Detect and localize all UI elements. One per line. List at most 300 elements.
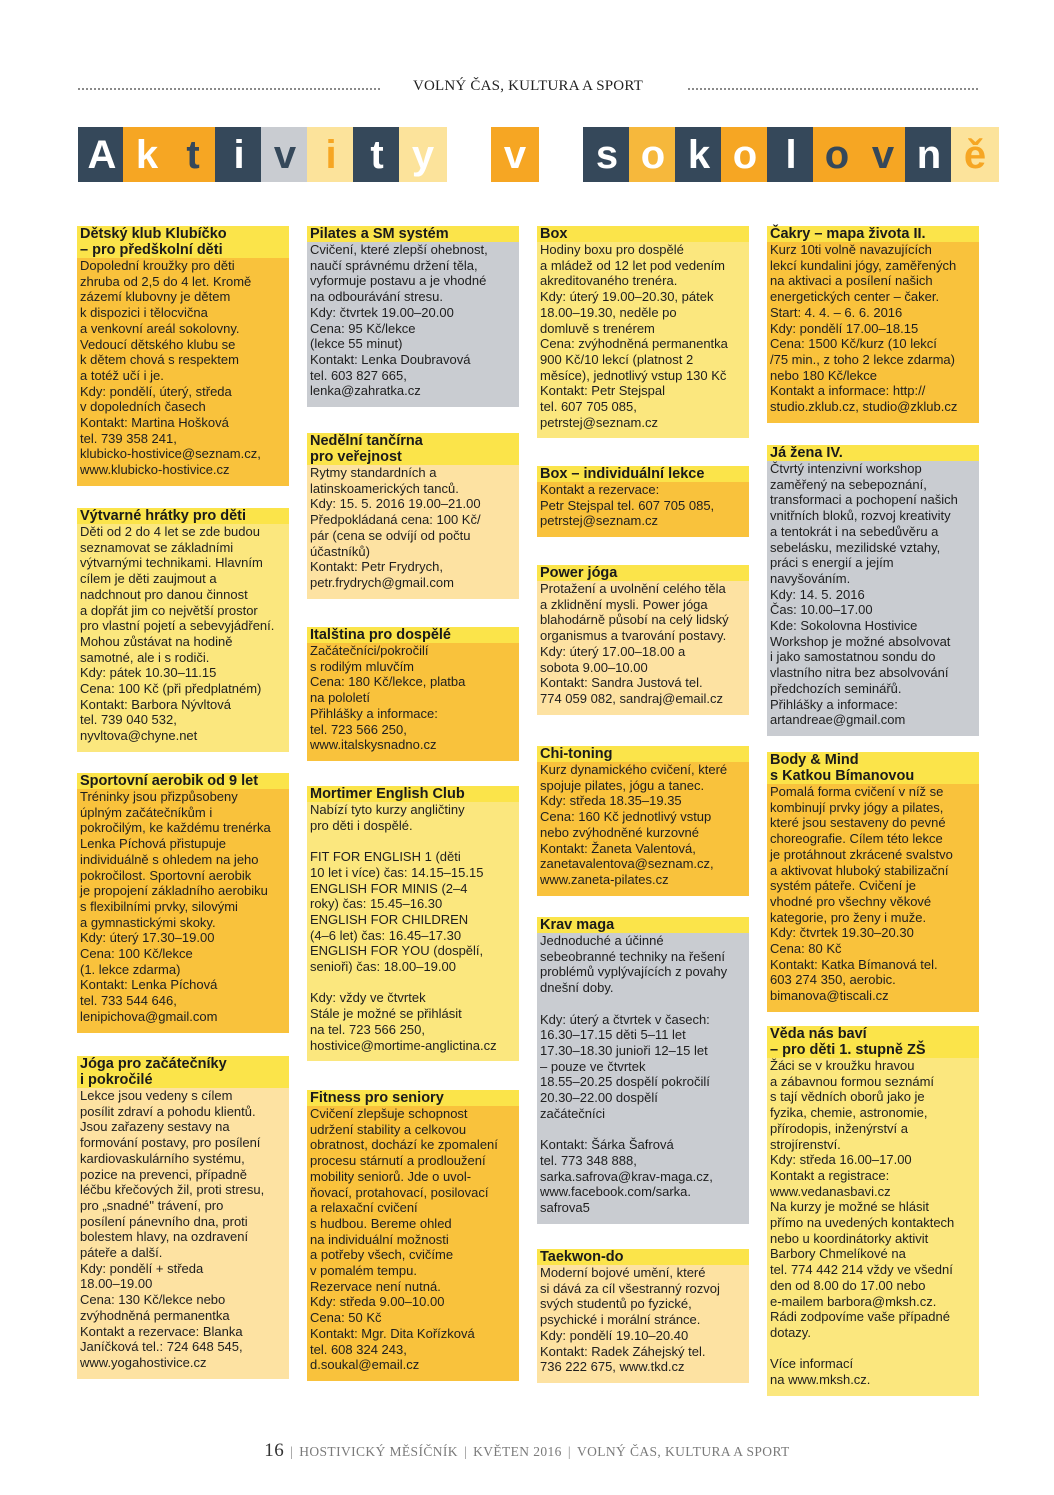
activity-text-line: výtvarnými technikami. Hlavním [80,555,263,571]
activity-text-line: Kdy: pátek 10.30–11.15 [80,665,217,681]
title-letter-tile: ě [951,127,999,182]
activity-text-line: Kontakt: Lenka Píchová [80,977,218,993]
activity-text-line: Kontakt a rezervace: [540,482,660,497]
activity-card [537,226,749,438]
activity-text-line: Moderní bojové umění, které [540,1265,706,1280]
activity-text-line: petrstej@seznam.cz [540,513,658,529]
activity-text-line: Kdy: čtvrtek 19.30–20.30 [770,925,914,941]
activity-text-line: petrstej@seznam.cz [540,414,658,430]
activity-text-line: účastníků) [310,543,370,559]
activity-text-line: si dává za cíl všestranný rozvoj [540,1280,720,1296]
activity-text-line: tel. 773 348 888, [540,1152,637,1168]
activity-text-line: Pomalá forma cvičení v níž se [770,784,944,799]
activity-text-line: dotazy. [770,1324,811,1340]
activity-text-line: choreografie. Cílem této lekce [770,831,943,847]
activity-text-line: Cena: 1500 Kč/kurz (10 lekcí [770,336,937,352]
activity-text-line: Kontakt: Sandra Justová tel. [540,675,703,691]
activity-text-line: Kontakt a rezervace: Blanka [80,1323,243,1339]
activity-text-line: Lenka Píchová přistupuje [80,836,226,852]
activity-body [77,258,289,486]
title-letter-tile: v [491,127,539,182]
title-letter-tile: l [767,127,815,182]
activity-text-line: a totéž učí i je. [80,367,164,383]
activity-body [307,465,519,599]
activity-title: Výtvarné hrátky pro děti [77,508,289,524]
activity-body [307,643,519,761]
activity-title: Sportovní aerobik od 9 let [77,773,289,789]
activity-text-line: posílení pánevního dna, proti [80,1213,248,1229]
activity-text-line: klubicko-hostivice@seznam.cz, [80,446,261,462]
activity-body [537,762,749,896]
activity-title: Věda nás baví [767,1026,979,1042]
activity-text-line: obratnost, dochází ke zpomalení [310,1137,498,1153]
activity-card [77,508,289,752]
footer-section: VOLNÝ ČAS, KULTURA A SPORT [576,1444,790,1459]
activity-card [537,1249,749,1383]
footer-separator: | [290,1444,294,1459]
activity-text-line: a dopřát jim co největší prostor [80,602,258,618]
activity-title: Jóga pro začátečníky [77,1056,289,1072]
activity-text-line: Kdy: vždy ve čtvrtek [310,990,426,1006]
activity-text-line: 10 let i více) čas: 14.15–15.15 [310,864,484,880]
activity-text-line: Kdy: pondělí, úterý, středa [80,383,232,399]
activity-text-line: pokročilým, ke každému trenérka [80,820,271,836]
activity-text-line: a zábavnou formou seznámí [770,1073,935,1089]
activity-text-line: – pouze ve čtvrtek [540,1058,646,1074]
activity-text-line: samotné, ale i s rodiči. [80,649,210,665]
activity-text-line: Kontakt a registrace: [770,1167,890,1183]
blank-line [310,975,516,991]
activity-body [537,482,749,537]
activity-title: s Katkou Bímanovou [767,768,979,784]
activity-text-line: Více informací [770,1356,854,1372]
activity-body [537,1265,749,1383]
activity-text-line: strojírenství. [770,1136,841,1152]
activity-text-line: Kontakt: Petr Frydrych, [310,559,443,575]
activity-text-line: domluvě s trenérem [540,320,655,336]
activity-text-line: www.zaneta-pilates.cz [540,871,669,887]
section-header [78,78,978,100]
activity-text-line: kardiovaskulárního systému, [80,1150,245,1166]
activity-body [307,802,519,1061]
activity-text-line: den od 8.00 do 17.00 nebo [770,1277,926,1293]
activity-text-line: Rytmy standardních a [310,465,437,480]
activity-text-line: zázemí klubovny je dětem [80,289,231,305]
section-label: VOLNÝ ČAS, KULTURA A SPORT [412,78,644,94]
activity-text-line: (1. lekce zdarma) [80,961,181,977]
activity-text-line: s hudbou. Bereme ohled [310,1215,452,1231]
activity-text-line: Cena: zvýhodněná permanentka [540,336,728,352]
activity-text-line: je propojení základního aerobiku [80,883,268,899]
activity-text-line: Kontakt: Šárka Šafrová [540,1137,674,1153]
activity-text-line: Dopolední kroužky pro děti [80,258,235,273]
activity-text-line: Kdy: středa 16.00–17.00 [770,1152,912,1168]
activity-text-line: Kdy: pondělí + středa [80,1260,204,1276]
activity-card [307,786,519,1061]
header-rule-right [688,88,978,90]
activity-text-line: 736 222 675, www.tkd.cz [540,1359,685,1375]
activity-text-line: v pomalém tempu. [310,1263,417,1279]
footer-separator: | [463,1444,468,1459]
activity-text-line: pozice na prevenci, případně [80,1166,247,1182]
activity-text-line: Žáci se v kroužku hravou [770,1058,915,1073]
activity-text-line: 774 059 082, sandraj@email.cz [540,690,724,706]
title-letter-tile: i [215,127,263,182]
activity-text-line: fyzika, chemie, astronomie, [770,1105,928,1121]
blank-line [770,1341,976,1357]
activity-card [537,746,749,896]
title-letter-tile: o [629,127,677,182]
activity-text-line: tel. 608 324 243, [310,1341,407,1357]
activity-text-line: procesu stárnutí a prodloužení [310,1153,486,1169]
activity-text-line: Tréninky jsou přizpůsobeny [80,789,238,804]
publication-name: HOSTIVICKÝ MĚSÍČNÍK [299,1444,458,1459]
title-letter-tile: A [78,127,126,182]
activity-text-line: Na kurzy je možné se hlásit [770,1199,929,1215]
activity-text-line: sarka.safrova@krav-maga.cz, [540,1168,713,1184]
activity-text-line: seznamovat se základními [80,539,234,555]
activity-text-line: lenipichova@gmail.com [80,1008,218,1024]
activity-card [767,445,979,736]
activity-text-line: Začátečníci/pokročilí [310,643,429,658]
activity-text-line: Čas: 10.00–17.00 [770,602,873,618]
activity-title: Fitness pro seniory [307,1090,519,1106]
activity-title: Pilates a SM systém [307,226,519,242]
activity-text-line: udržení stability a celkovou [310,1121,467,1137]
activity-title: Nedělní tančírna [307,433,519,449]
activity-text-line: Kontakt: Barbora Nývltová [80,696,232,712]
activity-text-line: s flexibilními prvky, silovými [80,898,238,914]
activity-text-line: na individuální možnosti [310,1231,449,1247]
activity-text-line: roky) čas: 15.45–16.30 [310,896,443,912]
activity-text-line: Cena: 100 Kč/lekce [80,946,193,962]
activity-text-line: sebelásku, mezilidské vztahy, [770,539,941,555]
activity-card [307,433,519,599]
activity-text-line: spojuje pilates, jógu a tanec. [540,777,705,793]
activity-text-line: Hodiny boxu pro dospělé [540,242,684,257]
activity-title: i pokročilé [77,1072,289,1088]
activity-text-line: bimanova@tiscali.cz [770,988,889,1004]
activity-card [767,226,979,423]
title-letter-tile: y [399,127,447,182]
activity-card [767,1026,979,1396]
activity-text-line: Cena: 80 Kč [770,941,842,957]
page-footer [0,1440,1054,1462]
activity-text-line: sebeobranné techniky na řešení [540,948,726,964]
activity-title: Čakry – mapa života II. [767,226,979,242]
activity-text-line: ňovací, protahovací, posilovací [310,1184,489,1200]
activity-text-line: energetických center – čaker. [770,289,940,305]
title-letter-tile: o [721,127,769,182]
activity-body [77,1088,289,1379]
activity-body [767,1058,979,1396]
blank-line [540,1121,746,1137]
activity-text-line: Cena: 100 Kč (při předplatném) [80,681,262,697]
activity-text-line: Kurz dynamického cvičení, které [540,762,728,777]
activity-text-line: e-mailem barbora@mksh.cz. [770,1293,937,1309]
activity-text-line: ENGLISH FOR MINIS (2–4 [310,880,468,896]
activity-text-line: Kdy: pondělí 19.10–20.40 [540,1327,689,1343]
activity-text-line: přírodopis, inženýrství a [770,1120,909,1136]
activity-text-line: Vedoucí dětského klubu se [80,336,236,352]
activity-text-line: tel. 607 705 085, [540,399,637,415]
activity-card [307,627,519,761]
activity-text-line: Kontakt: Radek Záhejský tel. [540,1343,706,1359]
activity-text-line: vnitřních bloků, rozvoj kreativity [770,508,951,524]
activity-text-line: d.soukal@email.cz [310,1357,420,1373]
activity-text-line: tel. 733 544 646, [80,993,177,1009]
activity-text-line: artandreae@gmail.com [770,712,906,728]
activity-card [307,226,519,407]
activity-text-line: na aktivaci a posílení našich [770,273,933,289]
activity-text-line: a relaxační cvičení [310,1200,418,1216]
activity-text-line: hostivice@mortime-anglictina.cz [310,1037,497,1053]
activity-card [77,1056,289,1379]
activity-body [537,581,749,715]
activity-text-line: které jsou sestaveny do pevné [770,815,946,831]
activity-text-line: 17.30–18.30 junioři 12–15 let [540,1042,708,1058]
activity-text-line: Děti od 2 do 4 let se zde budou [80,524,260,539]
activity-text-line: a tentokrát i na sebedůvěru a [770,523,939,539]
activity-card [77,226,289,486]
activity-card [307,1090,519,1381]
activity-text-line: na odbourávání stresu. [310,289,443,305]
activity-title: Italština pro dospělé [307,627,519,643]
title-letter-tile: v [261,127,309,182]
activity-text-line: Kde: Sokolovna Hostivice [770,618,918,634]
activity-text-line: vlastního nitra bez absolvování [770,665,949,681]
activity-text-line: akreditovaného trenéra. [540,273,678,289]
activity-title: Dětský klub Klubíčko [77,226,289,242]
activity-text-line: Kontakt: Katka Bímanová tel. [770,956,938,972]
title-letter-tile: k [675,127,723,182]
activity-text-line: pro „snadné" trávení, pro [80,1197,224,1213]
activity-text-line: Kdy: úterý 19.00–20.30, pátek [540,289,714,305]
activity-text-line: Cvičení, které zlepší ohebnost, [310,242,488,257]
title-letter-tile: n [905,127,953,182]
footer-separator: | [567,1444,571,1459]
activity-text-line: na pololetí [310,690,370,706]
activity-text-line: ENGLISH FOR YOU (dospělí, [310,943,484,959]
activity-body [767,784,979,1012]
activity-title: Já žena IV. [767,445,979,461]
activity-text-line: zanetavalentova@seznam.cz, [540,856,714,872]
page-number: 16 [264,1440,285,1461]
activity-text-line: 603 274 350, aerobic. [770,972,896,988]
activity-text-line: problémů vyplývajících z povahy [540,964,728,980]
activity-title: Mortimer English Club [307,786,519,802]
activity-text-line: Mohou zůstávat na hodině [80,633,233,649]
activity-text-line: zaměřený na sebepoznání, [770,476,927,492]
activity-text-line: nyvltova@chyne.net [80,728,198,744]
activity-text-line: Petr Stejspal tel. 607 705 085, [540,497,715,513]
activity-text-line: přímo na uvedených kontaktech [770,1215,955,1231]
activity-text-line: studio.zklub.cz, studio@zklub.cz [770,399,958,415]
activity-text-line: na www.mksh.cz. [770,1372,871,1388]
activity-text-line: i jako samostatnou sondu do [770,649,936,665]
activity-text-line: s rodilým mluvčím [310,658,415,674]
activity-card [77,773,289,1033]
activity-body [77,789,289,1033]
activity-text-line: tel. 603 827 665, [310,367,407,383]
activity-text-line: Kontakt: Martina Hošková [80,415,229,431]
activity-text-line: 900 Kč/10 lekcí (platnost 2 [540,351,694,367]
activity-title: Box – individuální lekce [537,466,749,482]
blank-line [540,996,746,1012]
activity-text-line: Lekce jsou vedeny s cílem [80,1088,233,1103]
issue-date: KVĚTEN 2016 [473,1444,562,1459]
title-letter-tile: k [123,127,171,182]
activity-text-line: transformaci a pochopení našich [770,492,958,508]
activity-text-line: /75 min., z toho 2 lekce zdarma) [770,351,955,367]
activity-text-line: pro vlastní pojetí a sebevyjádření. [80,618,275,634]
activity-text-line: sobota 9.00–10.00 [540,659,648,675]
activity-text-line: začátečníci [540,1105,606,1121]
activity-text-line: Cvičení zlepšuje schopnost [310,1106,468,1121]
activity-card [537,917,749,1224]
activity-text-line: Nabízí tyto kurzy angličtiny [310,802,465,817]
activity-text-line: v dopoledních časech [80,399,206,415]
activity-text-line: Cena: 50 Kč [310,1310,382,1326]
activity-text-line: Rádi zodpovíme vaše případné [770,1309,950,1325]
activity-text-line: Cena: 130 Kč/lekce nebo [80,1292,226,1308]
activity-text-line: Čtvrtý intenzivní workshop [770,461,922,476]
activity-text-line: Předpokládaná cena: 100 Kč/ [310,512,481,528]
activity-text-line: naučí správnému držení těla, [310,257,478,273]
activity-text-line: Janíčková tel.: 724 648 545, [80,1339,243,1355]
activity-body [767,242,979,423]
activity-text-line: Start: 4. 4. – 6. 6. 2016 [770,304,903,320]
activity-text-line: Kdy: čtvrtek 19.00–20.00 [310,304,454,320]
activity-text-line: vyformuje postavu a je vhodné [310,273,487,289]
activity-title: Taekwon-do [537,1249,749,1265]
activity-text-line: Kdy: úterý a čtvrtek v časech: [540,1011,710,1027]
activity-text-line: Kdy: 15. 5. 2016 19.00–21.00 [310,496,481,512]
activity-text-line: a mládež od 12 let pod vedením [540,257,726,273]
title-letter-tile: v [859,127,907,182]
activity-text-line: www.vedanasbavi.cz [770,1183,891,1199]
activity-text-line: bolestem hlavy, na ozdravení [80,1229,249,1245]
activity-text-line: kombinují prvky jógy a pilates, [770,799,944,815]
activity-text-line: posílit zdraví a pohodu klientů. [80,1103,256,1119]
title-letter-tile: s [583,127,631,182]
activity-body [307,1106,519,1381]
activity-title: Box [537,226,749,242]
activity-text-line: Cena: 180 Kč/lekce, platba [310,674,466,690]
activity-title: Power jóga [537,565,749,581]
activity-text-line: Workshop je možné absolvovat [770,633,951,649]
activity-text-line: Rezervace není nutná. [310,1278,441,1294]
activity-text-line: a zklidnění mysli. Power jóga [540,596,708,612]
activity-text-line: (lekce 55 minut) [310,336,403,352]
activity-text-line: s tají vědních oborů jako je [770,1089,925,1105]
activity-body [77,524,289,752]
activity-text-line: Kdy: úterý 17.00–18.00 a [540,643,686,659]
activity-text-line: k dispozici i tělocvična [80,305,208,321]
activity-text-line: Přihlášky a informace: [770,696,898,712]
activity-text-line: nebo zvýhodněné kurzovné [540,824,700,840]
title-letter-tile: o [813,127,861,182]
activity-text-line: Kontakt: Petr Stejspal [540,383,666,399]
activity-text-line: senioři) čas: 18.00–19.00 [310,959,456,975]
activity-text-line: Jsou zařazeny sestavy na [80,1119,230,1135]
activity-body [537,242,749,438]
activity-text-line: úplným začátečníkům i [80,804,213,820]
activity-text-line: páteře a další. [80,1245,163,1261]
activity-text-line: k dětem chová s respektem [80,352,239,368]
activity-text-line: předchozích seminářů. [770,680,902,696]
activity-text-line: www.klubicko-hostivice.cz [80,462,230,478]
activity-text-line: kategorie, pro ženy i muže. [770,909,927,925]
activity-text-line: Kdy: středa 18.35–19.35 [540,793,682,809]
activity-text-line: navyšováním. [770,570,851,586]
activity-text-line: ENGLISH FOR CHILDREN [310,911,469,927]
activity-text-line: FIT FOR ENGLISH 1 (děti [310,849,461,865]
activity-text-line: mobility seniorů. Jde o uvol- [310,1168,472,1184]
activity-text-line: vhodné pro všechny věkové [770,893,932,909]
activity-text-line: individuálně s ohledem na jeho [80,851,259,867]
activity-text-line: systém páteře. Cvičení je [770,878,916,894]
activity-title: Krav maga [537,917,749,933]
activity-text-line: latinskoamerických tanců. [310,480,459,496]
activity-text-line: Cena: 95 Kč/lekce [310,320,416,336]
activity-text-line: nebo 180 Kč/lekce [770,367,877,383]
title-letter-tile: t [353,127,401,182]
activity-text-line: a gymnastickými skoky. [80,914,216,930]
activity-text-line: práci s energií a jejím [770,555,894,571]
activity-text-line: na tel. 723 566 250, [310,1021,425,1037]
activity-text-line: dnešní doby. [540,980,614,996]
activity-title: Chi-toning [537,746,749,762]
activity-body [307,242,519,407]
activity-text-line: cílem je děti zaujmout a [80,571,217,587]
activity-text-line: www.yogahostivice.cz [80,1354,207,1370]
activity-text-line: blahodárně působí na celý lidský [540,612,729,628]
activity-text-line: 18.00–19.00 [80,1276,153,1292]
activity-text-line: Kontakt: Lenka Doubravová [310,351,471,367]
activity-text-line: Přihlášky a informace: [310,705,438,721]
activity-text-line: léčbu křečových žil, proti stresu, [80,1182,265,1198]
activity-text-line: Barbory Chmelíkové na [770,1246,906,1262]
blank-line [310,833,516,849]
activity-text-line: psychické i morální stránce. [540,1312,701,1328]
activity-text-line: 18.55–20.25 dospělí pokročilí [540,1074,710,1090]
activity-text-line: (4–6 let) čas: 16.45–17.30 [310,927,462,943]
activity-text-line: a potřeby všech, cvičíme [310,1247,454,1263]
activity-card [537,466,749,537]
activity-text-line: a venkovní areál sokolovny. [80,320,240,336]
activity-text-line: 20.30–22.00 dospělí [540,1090,658,1106]
activity-title: – pro předškolní děti [77,242,289,258]
activity-title: pro veřejnost [307,449,519,465]
activity-text-line: zvýhodněná permanentka [80,1307,230,1323]
activity-text-line: nebo u koordinátorky aktivit [770,1230,929,1246]
activity-text-line: tel. 739 040 532, [80,712,177,728]
page-title [78,127,987,182]
activity-body [537,933,749,1224]
activity-text-line: svých studentů po fyzické, [540,1296,692,1312]
activity-text-line: Stále je možné se přihlásit [310,1006,462,1022]
activity-text-line: Kdy: pondělí 17.00–18.15 [770,320,919,336]
activity-text-line: Kurz 10ti volně navazujících [770,242,932,257]
activity-text-line: tel. 739 358 241, [80,430,177,446]
activity-text-line: 18.00–19.30, neděle po [540,304,677,320]
activity-text-line: Kontakt a informace: http:// [770,383,926,399]
activity-text-line: tel. 723 566 250, [310,721,407,737]
activity-card [767,752,979,1012]
activity-card [537,565,749,715]
activity-text-line: pokročilost. Sportovní aerobik [80,867,252,883]
